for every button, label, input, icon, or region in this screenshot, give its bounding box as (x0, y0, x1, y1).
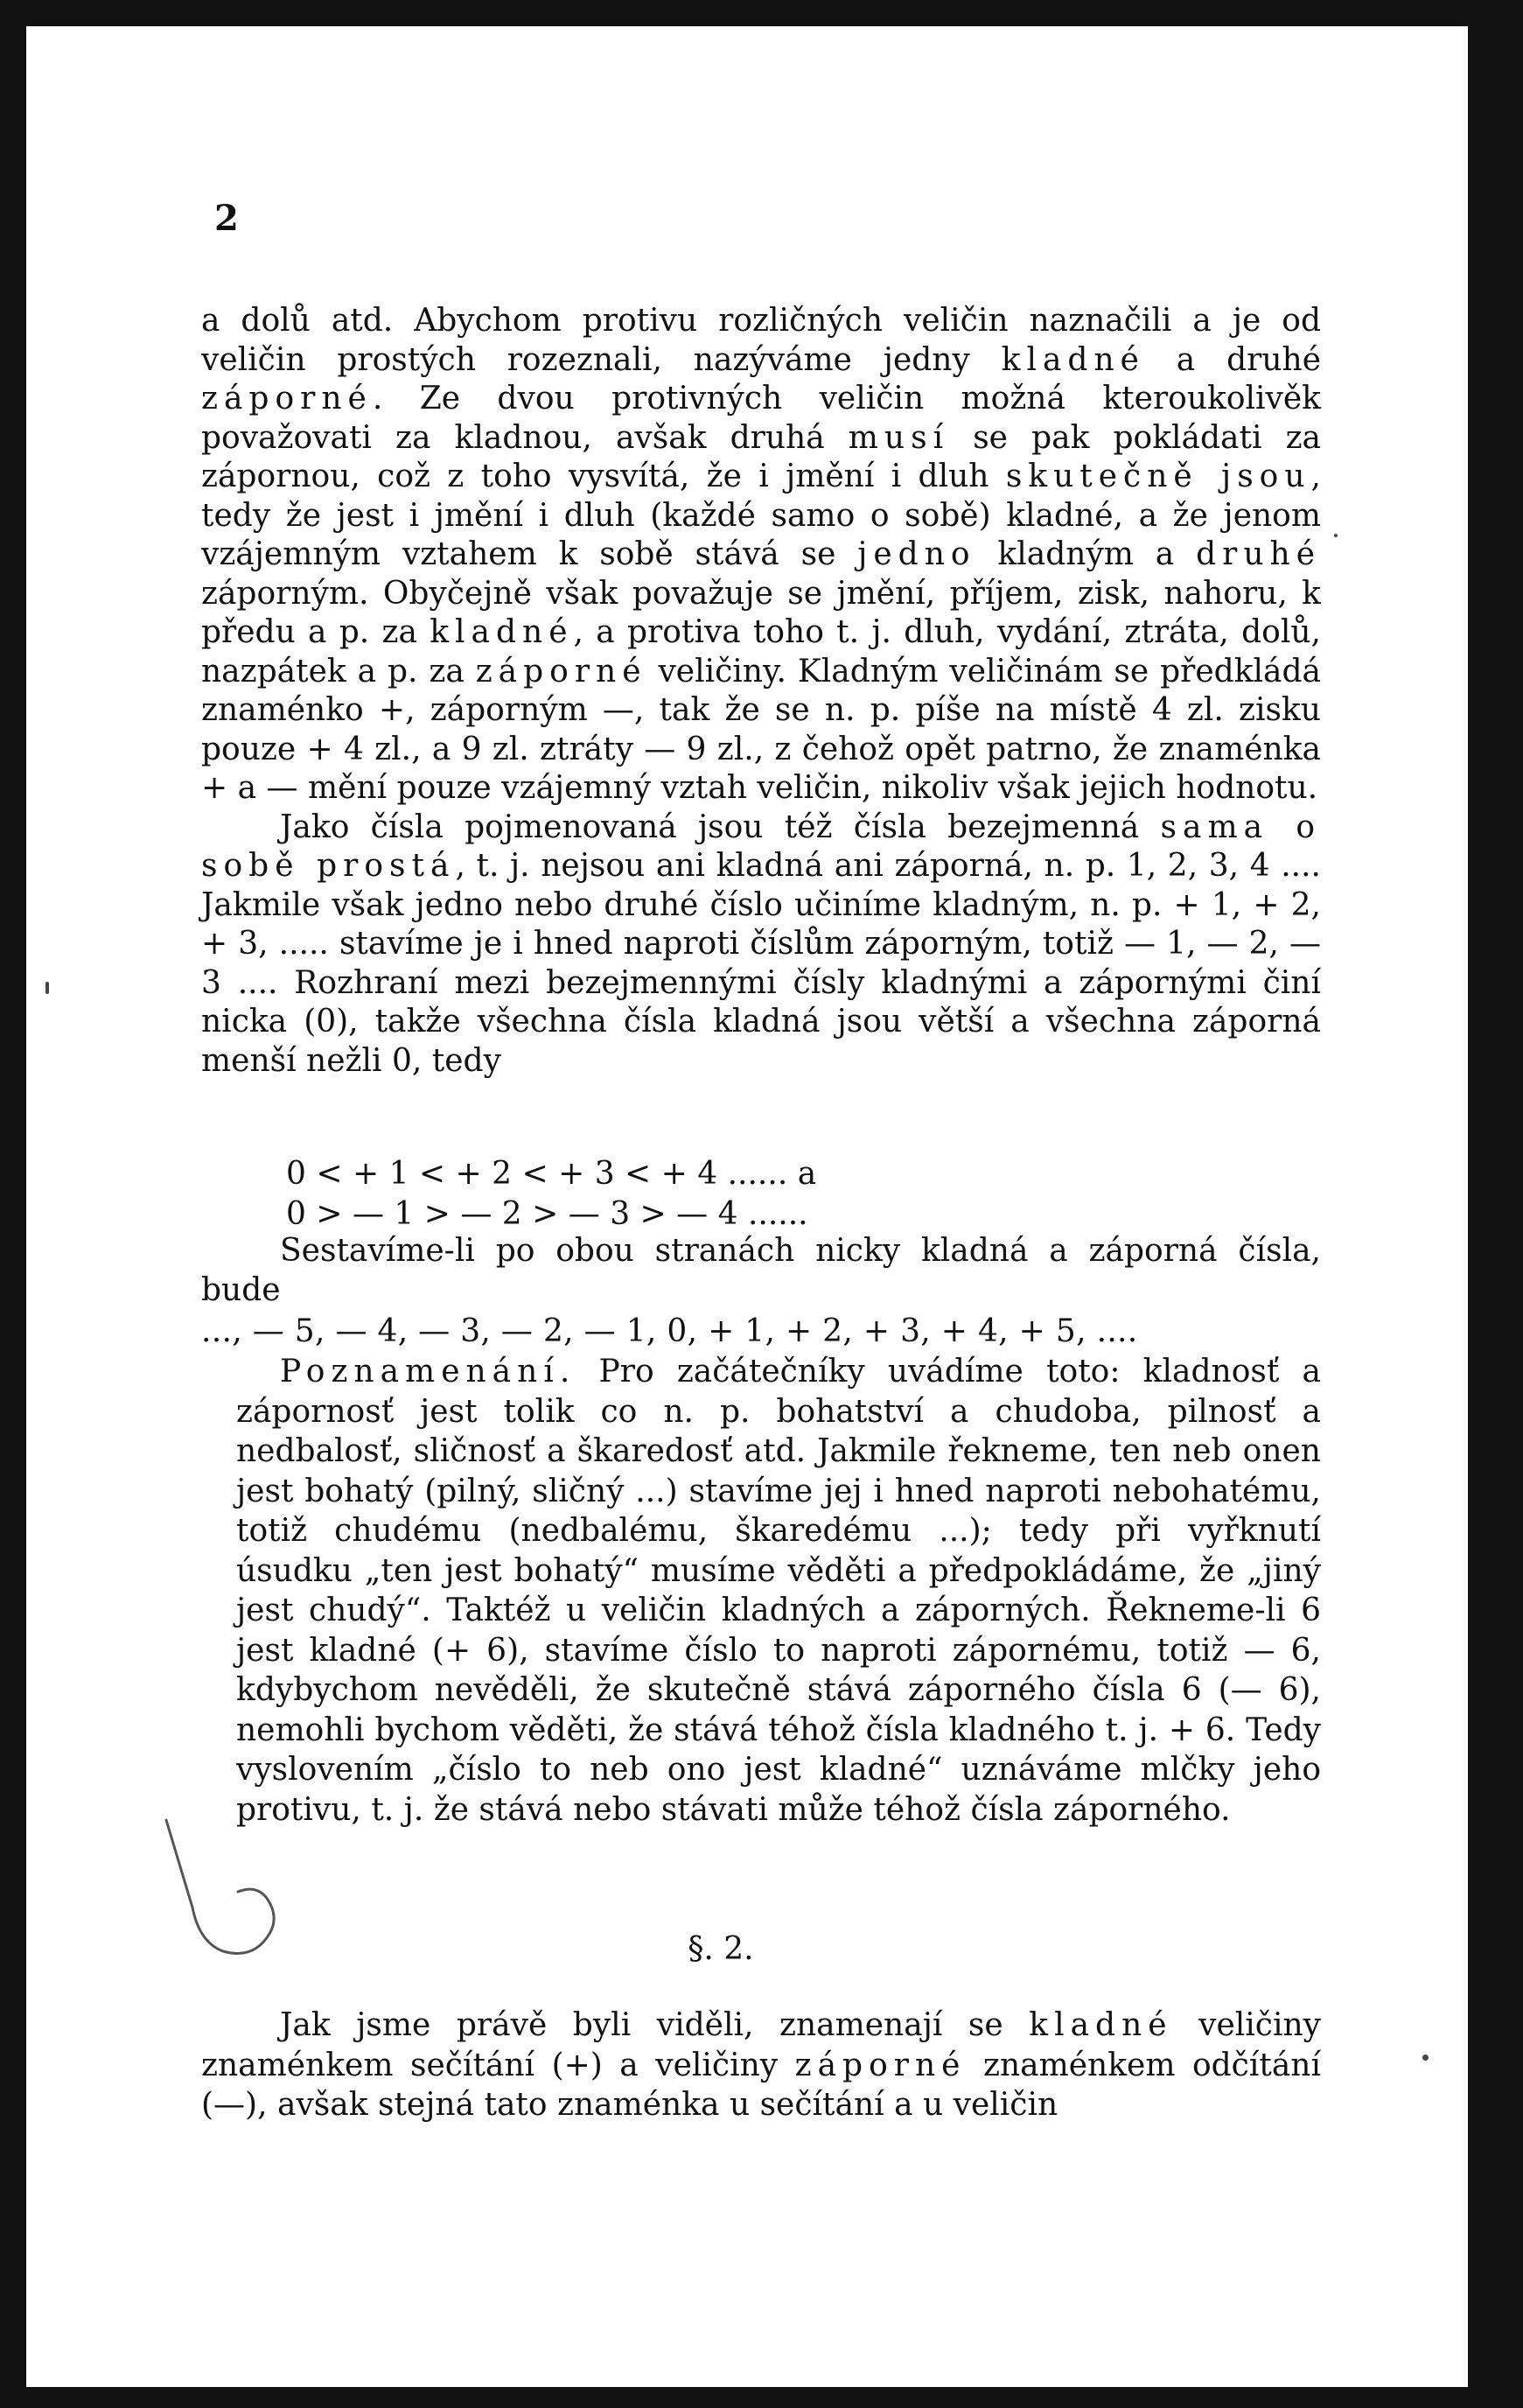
section-heading (26, 1931, 1468, 1967)
book-page (26, 26, 1468, 2387)
paragraph-3 (201, 1232, 1321, 1310)
p1-spaced-6: druhé (1196, 536, 1321, 572)
paragraph-3-text: Sestavíme-li po obou stranách nicky kladná a záporná čísla, bude (201, 1233, 1321, 1308)
note-label: Poznamenání. (280, 1354, 576, 1390)
p1-text-2: a druhé (1144, 341, 1321, 378)
p1-spaced-1: kladné (1001, 341, 1145, 378)
p1-spaced-3: musí (848, 419, 950, 456)
p1-text-5: , tedy že jest i jmění i dluh (každé samo o sobě) kladné, a že jenom vzájemným vztahem k sobě stává se (201, 458, 1321, 572)
p1-text-1: a dolů atd. Abychom protivu rozličných veličin naznačili a je od veličin prostých rozeznali, nazýváme jedny (201, 303, 1321, 378)
speck-mark (1422, 2054, 1429, 2061)
p1-text-4: se pak pokládati za zápornou, což z toho vysvítá, že i jmění i dluh (201, 419, 1321, 494)
p2-text-2: , t. j. nejsou ani kladná ani záporná, n. p. 1, 2, 3, 4 .... Jakmile však jedno nebo druhé číslo učiníme kladným, n. p. + 1, + 2, + 3, ..... stavíme je i hned naproti číslům záporným, totiž — 1, — 2, — 3 .... Rozhraní mezi bezejmennými čísly kladnými a zápornými činí nicka (0), takže všechna čísla kladná jsou větší a všechna záporná menší nežli 0, tedy (201, 848, 1322, 1079)
note-text: Pro začátečníky uvádíme toto: kladnosť a zápornosť jest tolik co n. p. bohatství a chudoba, pilnosť a nedbalosť, sličnosť a škaredosť atd. Jakmile řekneme, ten neb onen jest bohatý (pilný, sličný ...) stavíme jej i hned naproti nebohatému, totiž chudému (nedbalému, škaredému ...); tedy při vyřknutí úsudku „ten jest bohatý“ musíme věděti a předpokládáme, že „jiný jest chudý“. Taktéž u veličin kladných a záporných. Řekneme-li 6 jest kladné (+ 6), stavíme číslo to naproti zápornému, totiž — 6, kdybychom nevěděli, že skutečně stává záporného čísla 6 (— 6), nemohli bychom věděti, že stává téhož čísla kladného t. j. + 6. Tedy vyslovením „číslo to neb ono jest kladné“ uznáváme mlčky jeho protivu, t. j. že stává nebo stávati může téhož čísla záporného. (236, 1354, 1321, 1828)
closing-paragraph (201, 2006, 1321, 2125)
p1-spaced-5: jedno (857, 536, 976, 572)
p1-spaced-7: kladné (430, 614, 574, 650)
p1-text-8: , a protiva toho t. j. dluh, vydání, ztráta, dolů, nazpátek a p. za (201, 614, 1321, 690)
p1-text-6: kladným a (975, 536, 1197, 572)
paragraph-2 (201, 808, 1321, 1082)
p1-text-7: záporným. Obyčejně však považuje se jmění, příjem, zisk, nahoru, k předu a p. za (201, 575, 1321, 650)
p2-text-1: Jako čísla pojmenovaná jsou též čísla bezejmenná (280, 808, 1161, 845)
closing-text-1: Jak jsme právě byli viděli, znamenají se (280, 2007, 1030, 2043)
inequality-line-1: 0 < + 1 < + 2 < + 3 < + 4 ...... a (286, 1156, 817, 1192)
closing-text-2: veličiny znaménkem sečítání (+) a veličiny (201, 2007, 1321, 2083)
p1-text-9: veličiny. Kladným veličinám se předkládá znaménko +, záporným —, tak že se n. p. píše na místě 4 zl. zisku pouze + 4 zl., a 9 zl. ztráty — 9 zl., z čehož opět patrno, že znaménka + a — mění pouze vzájemný vztah veličin, nikoliv však jejich hodnotu. (201, 653, 1321, 806)
closing-spaced-1: kladné (1029, 2007, 1173, 2043)
closing-text-3: znaménkem odčítání (—), avšak stejná tato znaménka u sečítání a u veličin (201, 2047, 1321, 2123)
p1-spaced-8: záporné (475, 653, 647, 690)
paragraph-1 (201, 302, 1321, 1081)
p1-spaced-2: záporné (201, 381, 373, 416)
p1-spaced-4: skutečně jsou (1005, 458, 1311, 494)
closing-spaced-2: záporné (794, 2047, 967, 2083)
speck-mark (1334, 534, 1338, 537)
note-block (236, 1352, 1321, 1830)
number-sequence: ..., — 5, — 4, — 3, — 2, — 1, 0, + 1, + 2, + 3, + 4, + 5, .... (201, 1313, 1138, 1349)
page-number: 2 (214, 198, 239, 239)
p1-text-3: . Ze dvou protivných veličin možná kteroukolivěk považovati za kladnou, avšak druhá (201, 381, 1321, 456)
speck-mark (45, 982, 49, 994)
inequality-line-2: 0 > — 1 > — 2 > — 3 > — 4 ...... (286, 1196, 808, 1232)
p2-spaced-1: sama o sobě prostá (201, 808, 1322, 884)
section-heading-text: §. 2. (688, 1931, 754, 1967)
